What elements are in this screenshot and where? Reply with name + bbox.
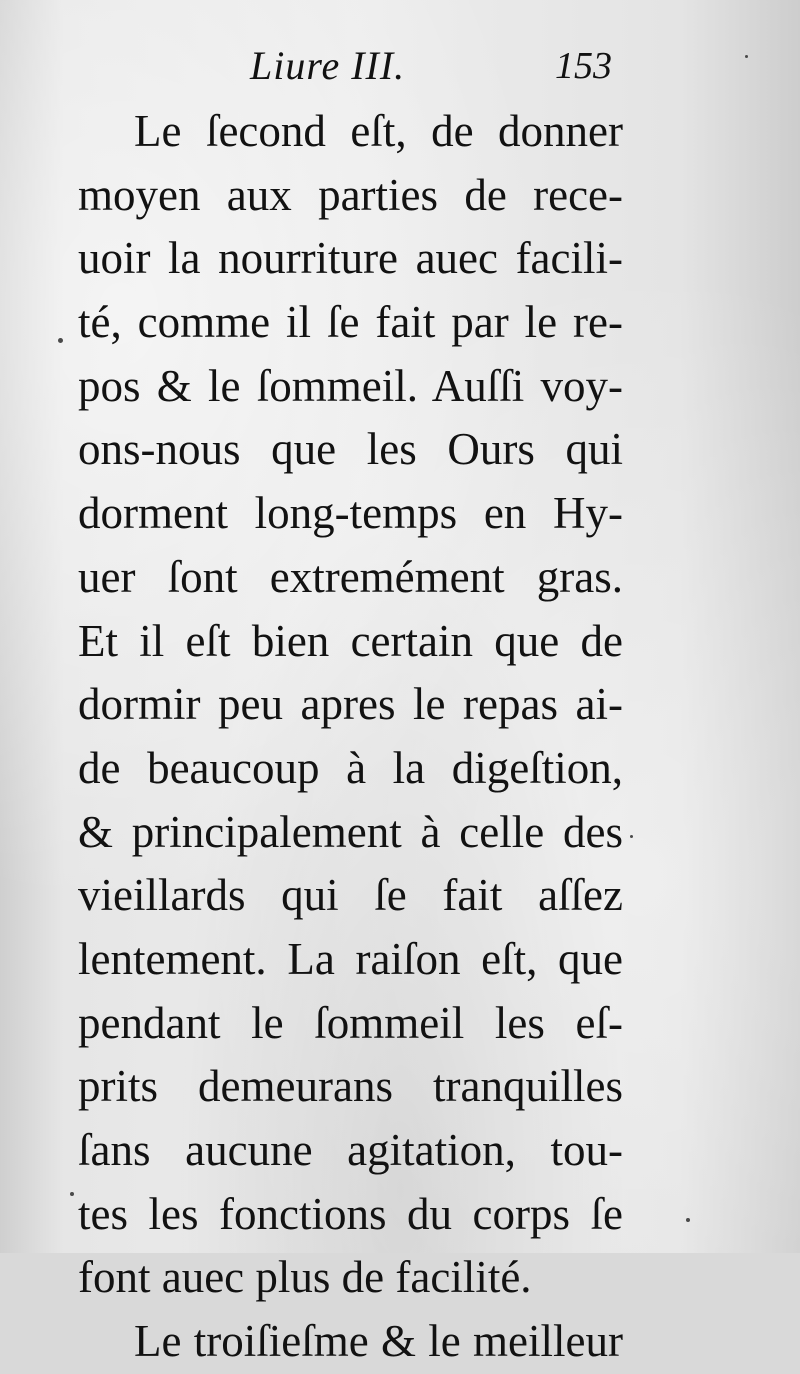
text-line: de beaucoup à la digeſtion, bbox=[78, 742, 623, 793]
page-header bbox=[0, 42, 800, 102]
text-line: vieillards qui ſe fait aſſez bbox=[78, 870, 623, 921]
text-line: uer ſont extremément gras. bbox=[78, 551, 623, 602]
body-text bbox=[78, 100, 623, 1374]
text-line: Le ſecond eſt, de donner bbox=[134, 106, 623, 156]
text-line: tes les fonctions du corps ſe bbox=[78, 1188, 623, 1239]
text-line: moyen aux parties de rece- bbox=[78, 169, 623, 220]
text-line: prits demeurans tranquilles bbox=[78, 1061, 623, 1112]
paper-speck bbox=[630, 835, 633, 838]
running-title: Liure III. bbox=[250, 43, 406, 88]
text-line: dormir peu apres le repas ai- bbox=[78, 679, 623, 730]
text-line: ons-nous que les Ours qui bbox=[78, 424, 623, 475]
page-number: 153 bbox=[555, 45, 612, 87]
text-line: té, comme il ſe fait par le re- bbox=[78, 297, 623, 348]
paper-speck bbox=[70, 1192, 74, 1196]
text-line: Le troiſieſme & le meilleur bbox=[134, 1316, 623, 1367]
text-line: pendant le ſommeil les eſ- bbox=[78, 997, 623, 1048]
text-line: uoir la nourriture auec facili- bbox=[78, 233, 623, 284]
text-line: lentement. La raiſon eſt, que bbox=[78, 933, 623, 984]
text-line: dorment long-temps en Hy- bbox=[78, 488, 623, 539]
text-line: ſans aucune agitation, tou- bbox=[78, 1125, 623, 1175]
text-line: Et il eſt bien certain que de bbox=[78, 615, 623, 666]
text-line: & principalement à celle des bbox=[78, 806, 623, 857]
text-line: pos & le ſommeil. Auſſi voy- bbox=[78, 360, 623, 411]
paper-speck bbox=[686, 1218, 690, 1222]
text-line: font auec plus de facilité. bbox=[78, 1252, 532, 1303]
paper-speck bbox=[58, 338, 63, 343]
